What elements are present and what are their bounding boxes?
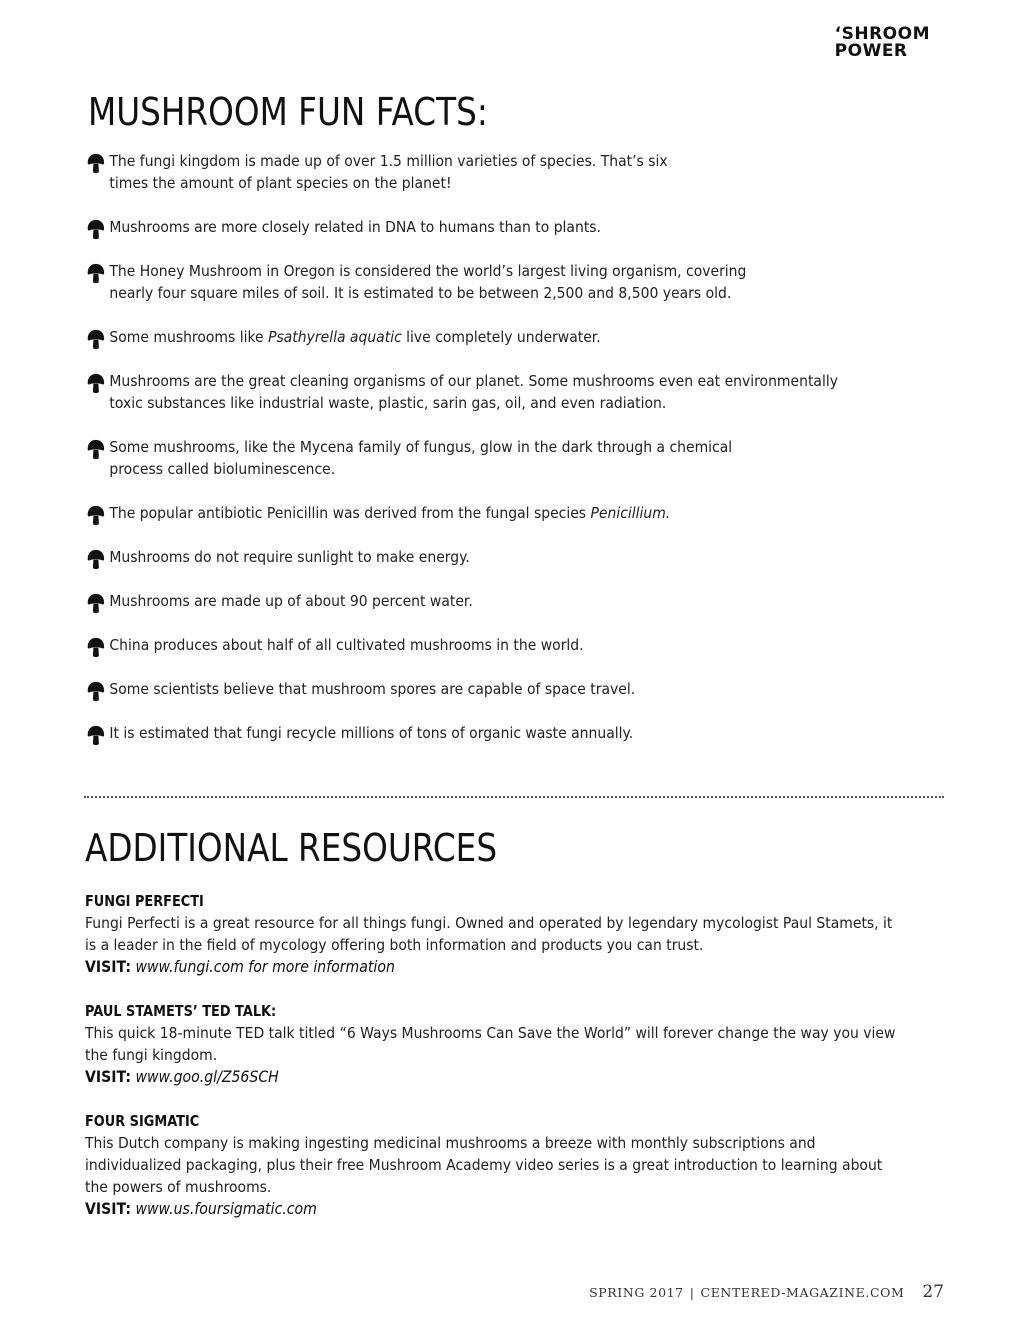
footer-site: CENTERED-MAGAZINE.COM xyxy=(700,1285,905,1300)
section-kicker xyxy=(835,26,930,60)
visit-link: www.us.foursigmatic.com xyxy=(135,1199,317,1218)
page-number: 27 xyxy=(922,1282,944,1302)
resource-entry xyxy=(85,1000,945,1088)
fun-fact-item xyxy=(86,436,982,480)
fact-text-line: Mushrooms are the great cleaning organisms of our planet. Some mushrooms even eat environmentally xyxy=(109,372,838,390)
fact-text-line: The fungi kingdom is made up of over 1.5 million varieties of species. That’s six xyxy=(109,152,668,170)
mushroom-icon xyxy=(86,438,106,460)
resource-description-line: is a leader in the field of mycology offering both information and products you can trust. xyxy=(85,936,704,954)
mushroom-icon xyxy=(86,372,106,394)
mushroom-icon xyxy=(86,680,106,702)
fun-fact-item xyxy=(86,370,982,414)
fact-text-line xyxy=(109,326,982,348)
fun-fact-item xyxy=(86,216,982,238)
visit-link: www.fungi.com for more information xyxy=(135,957,395,976)
fun-fact-item xyxy=(86,546,982,568)
fact-text-line: It is estimated that fungi recycle millions of tons of organic waste annually. xyxy=(109,724,634,742)
resource-description-line: the fungi kingdom. xyxy=(85,1046,218,1064)
fun-fact-item xyxy=(86,634,982,656)
fact-italic-term: Psathyrella aquatic xyxy=(268,328,402,346)
visit-link: www.goo.gl/Z56SCH xyxy=(135,1067,279,1086)
visit-label: VISIT: xyxy=(85,1067,131,1086)
resource-description-line: the powers of mushrooms. xyxy=(85,1178,272,1196)
footer-separator: | xyxy=(689,1285,695,1300)
fact-text-line: process called bioluminescence. xyxy=(109,460,336,478)
fact-italic-term: Penicillium. xyxy=(590,504,671,522)
visit-label: VISIT: xyxy=(85,1199,131,1218)
resource-visit xyxy=(85,1066,842,1088)
fact-text: live completely underwater. xyxy=(401,328,601,346)
fact-text: Some mushrooms like xyxy=(109,328,269,346)
mushroom-icon xyxy=(86,328,106,350)
resources-heading: ADDITIONAL RESOURCES xyxy=(85,826,498,870)
fun-fact-item xyxy=(86,678,982,700)
fact-text-line xyxy=(109,502,982,524)
resources-list xyxy=(85,890,945,1242)
resource-title: PAUL STAMETS’ TED TALK: xyxy=(85,1002,277,1020)
mushroom-icon xyxy=(86,504,106,526)
fact-text-line: Some mushrooms, like the Mycena family of fungus, glow in the dark through a chemical xyxy=(109,438,733,456)
kicker-line-1: ‘SHROOM xyxy=(834,24,930,44)
mushroom-icon xyxy=(86,636,106,658)
visit-label: VISIT: xyxy=(85,957,131,976)
fun-fact-item xyxy=(86,260,982,304)
resource-entry xyxy=(85,1110,945,1220)
fact-text-line: China produces about half of all cultivated mushrooms in the world. xyxy=(109,636,584,654)
resource-description-line: This quick 18-minute TED talk titled “6 Ways Mushrooms Can Save the World” will forever change the way you view xyxy=(85,1024,896,1042)
mushroom-icon xyxy=(86,548,106,570)
resource-description xyxy=(85,912,940,956)
resource-description-line: individualized packaging, plus their free Mushroom Academy video series is a great introduction to learning about xyxy=(85,1156,883,1174)
fun-fact-item xyxy=(86,326,982,348)
resource-title: FOUR SIGMATIC xyxy=(85,1112,200,1130)
resource-description xyxy=(85,1022,940,1066)
fun-fact-item xyxy=(86,150,982,194)
fun-fact-item xyxy=(86,502,982,524)
mushroom-icon xyxy=(86,152,106,174)
resource-description-line: This Dutch company is making ingesting medicinal mushrooms a breeze with monthly subscriptions and xyxy=(85,1134,816,1152)
mushroom-icon xyxy=(86,592,106,614)
mushroom-icon xyxy=(86,724,106,746)
fact-text: The popular antibiotic Penicillin was derived from the fungal species xyxy=(109,504,591,522)
fact-text-line: times the amount of plant species on the planet! xyxy=(109,174,452,192)
fact-text-line: toxic substances like industrial waste, plastic, sarin gas, oil, and even radiation. xyxy=(109,394,667,412)
mushroom-icon xyxy=(86,218,106,240)
dotted-divider xyxy=(84,796,944,798)
footer-issue: SPRING 2017 xyxy=(589,1285,684,1300)
kicker-line-2: POWER xyxy=(834,41,908,61)
resource-description xyxy=(85,1132,940,1198)
resource-description-line: Fungi Perfecti is a great resource for all things fungi. Owned and operated by legendary mycologist Paul Stamets, it xyxy=(85,914,893,932)
fun-fact-item xyxy=(86,722,982,744)
fact-text-line: nearly four square miles of soil. It is estimated to be between 2,500 and 8,500 years old. xyxy=(109,284,732,302)
fun-facts-list xyxy=(86,150,966,766)
fact-text-line: Mushrooms are more closely related in DNA to humans than to plants. xyxy=(109,218,601,236)
resource-visit xyxy=(85,1198,842,1220)
fact-text-line: Mushrooms do not require sunlight to make energy. xyxy=(109,548,470,566)
resource-entry xyxy=(85,890,945,978)
mushroom-icon xyxy=(86,262,106,284)
fact-text-line: The Honey Mushroom in Oregon is considered the world’s largest living organism, covering xyxy=(109,262,747,280)
fact-text-line: Mushrooms are made up of about 90 percent water. xyxy=(109,592,473,610)
page-footer xyxy=(589,1282,944,1302)
resource-title: FUNGI PERFECTI xyxy=(85,892,204,910)
fact-text-line: Some scientists believe that mushroom spores are capable of space travel. xyxy=(109,680,636,698)
resource-visit xyxy=(85,956,842,978)
facts-heading: MUSHROOM FUN FACTS: xyxy=(88,90,488,134)
fun-fact-item xyxy=(86,590,982,612)
